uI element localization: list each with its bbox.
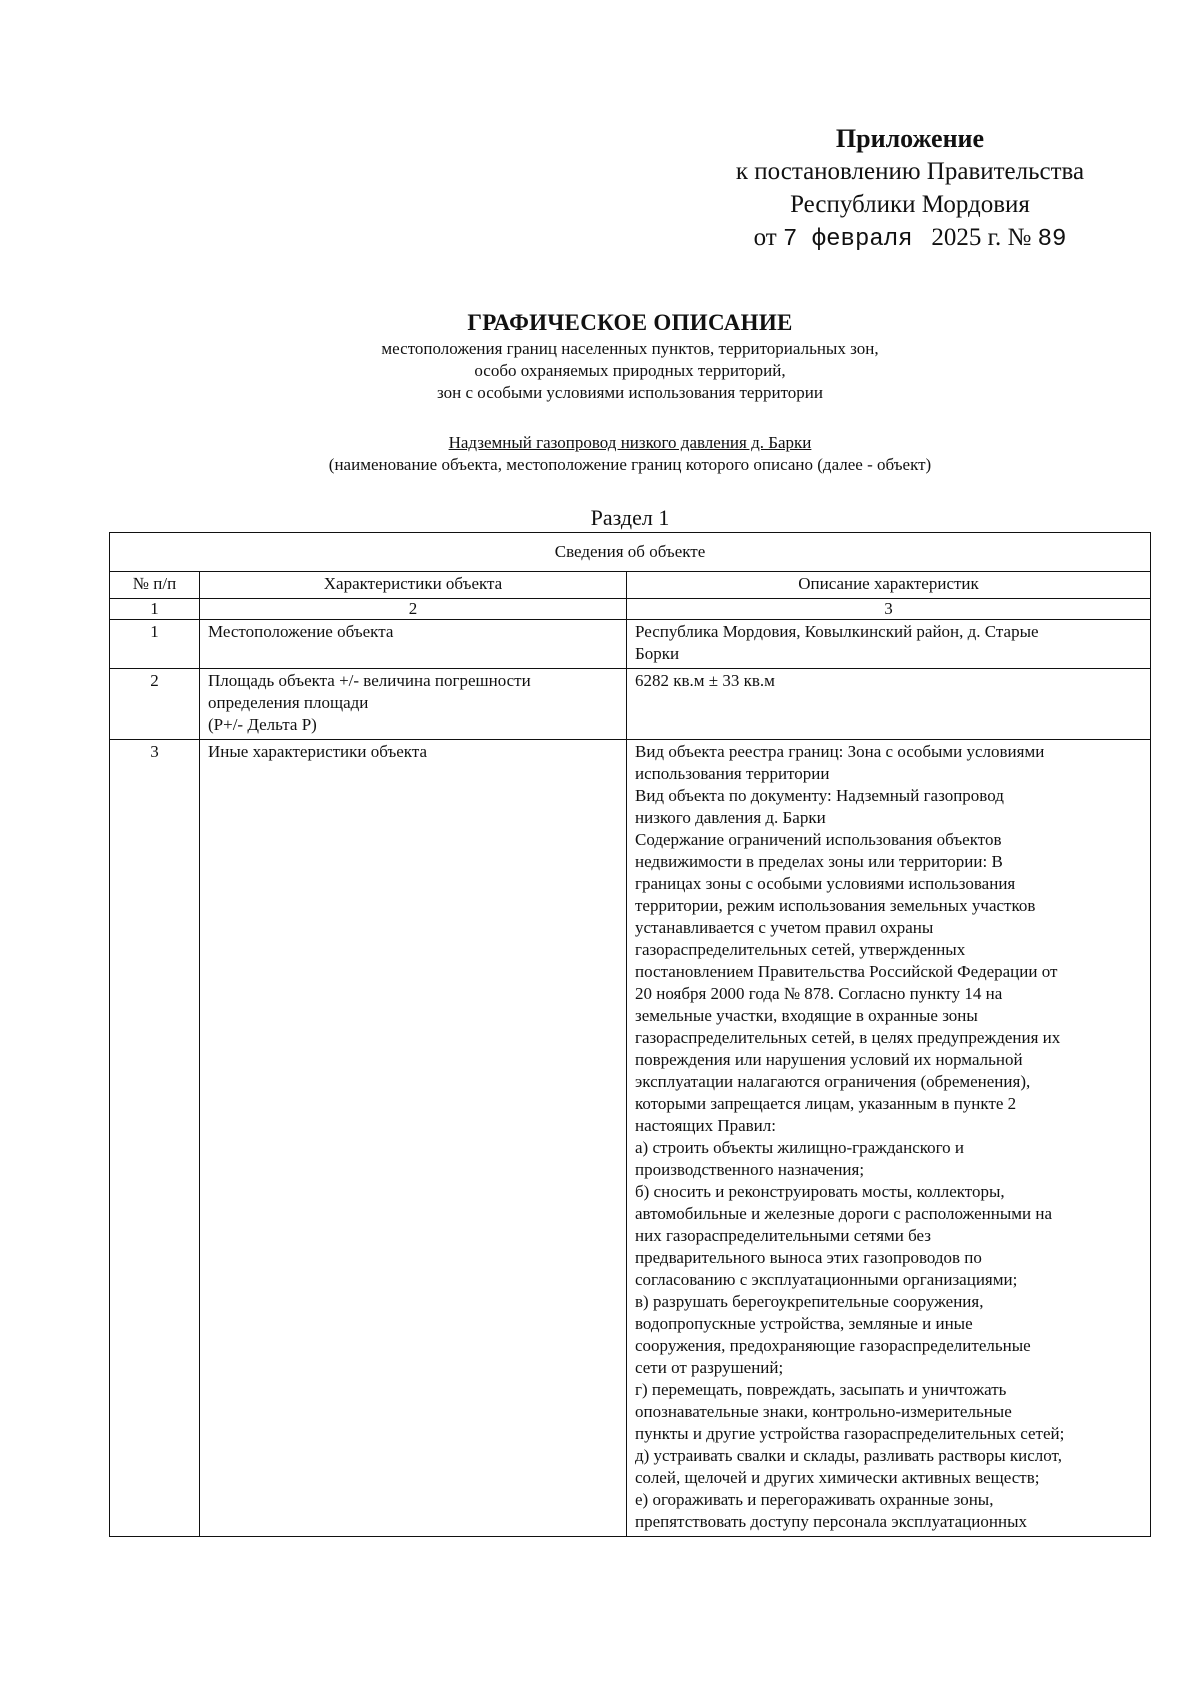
description-line: 20 ноября 2000 года № 878. Согласно пункту 14 на xyxy=(635,984,1003,1003)
appendix-title: Приложение xyxy=(835,124,985,153)
description-line: постановлением Правительства Российской Федерации от xyxy=(635,962,1058,981)
table-header-row xyxy=(110,572,1151,599)
description-line: границах зоны с особыми условиями использования xyxy=(635,874,1016,893)
description-line: эксплуатации налагаются ограничения (обременения), xyxy=(635,1072,1031,1091)
index-cell: 3 xyxy=(627,599,1151,620)
object-name-caption: (наименование объекта, местоположение границ которого описано (далее - объект) xyxy=(328,455,932,474)
description-line: устанавливается с учетом правил охраны xyxy=(635,918,934,937)
description-line: Республика Мордовия, Ковылкинский район, д. Старые xyxy=(635,622,1039,641)
description-line: е) огораживать и перегораживать охранные зоны, xyxy=(635,1490,994,1509)
object-name-block xyxy=(0,432,1200,476)
document-heading xyxy=(0,308,1200,404)
description-line: Содержание ограничений использования объектов xyxy=(635,830,1002,849)
description-line: которыми запрещается лицам, указанным в пункте 2 xyxy=(635,1094,1017,1113)
description-line: пункты и другие устройства газораспределительных сетей; xyxy=(635,1424,1065,1443)
row-characteristic: Иные характеристики объекта xyxy=(200,740,627,1537)
description-line: территории, режим использования земельных участков xyxy=(635,896,1036,915)
characteristic-line: Площадь объекта +/- величина погрешности xyxy=(208,671,531,690)
description-line: г) перемещать, повреждать, засыпать и уничтожать xyxy=(635,1380,1007,1399)
index-cell: 2 xyxy=(200,599,627,620)
description-line: повреждения или нарушения условий их нормальной xyxy=(635,1050,1023,1069)
description-line: Вид объекта реестра границ: Зона с особыми условиями xyxy=(635,742,1045,761)
row-number: 3 xyxy=(110,740,200,1537)
description-line: недвижимости в пределах зоны или территории: В xyxy=(635,852,1003,871)
description-line: них газораспределительными сетями без xyxy=(635,1226,932,1245)
description-line: сети от разрушений; xyxy=(635,1358,784,1377)
date-prefix: от xyxy=(753,224,777,251)
appendix-line-1: к постановлению Правительства xyxy=(735,158,1085,185)
description-line: Вид объекта по документу: Надземный газопровод xyxy=(635,786,1004,805)
date-year: 2025 г. № xyxy=(931,224,1032,251)
description-line: б) сносить и реконструировать мосты, коллекторы, xyxy=(635,1182,1005,1201)
table-index-row xyxy=(110,599,1151,620)
description-line: сооружения, предохраняющие газораспределительные xyxy=(635,1336,1031,1355)
description-line: водопропускные устройства, земляные и иные xyxy=(635,1314,973,1333)
row-characteristic: Местоположение объекта xyxy=(200,620,627,669)
description-line: земельные участки, входящие в охранные зоны xyxy=(635,1006,978,1025)
description-line: использования территории xyxy=(635,764,830,783)
table-caption: Сведения об объекте xyxy=(110,533,1151,572)
object-name: Надземный газопровод низкого давления д. Барки xyxy=(448,433,812,452)
appendix-header xyxy=(700,122,1120,256)
date-day-month: 7 февраля xyxy=(782,226,913,253)
document-subtitle-line-1: местоположения границ населенных пунктов, территориальных зон, xyxy=(381,339,879,358)
table-row xyxy=(110,740,1151,1537)
description-line: опознавательные знаки, контрольно-измерительные xyxy=(635,1402,1012,1421)
row-number: 1 xyxy=(110,620,200,669)
characteristic-line: (P+/- Дельта P) xyxy=(208,715,317,734)
description-line: солей, щелочей и других химически активных веществ; xyxy=(635,1468,1040,1487)
description-line: низкого давления д. Барки xyxy=(635,808,826,827)
row-description xyxy=(627,620,1151,669)
object-info-table xyxy=(109,532,1151,1537)
table-caption-row xyxy=(110,533,1151,572)
appendix-date-line xyxy=(700,221,1120,256)
document-subtitle-line-3: зон с особыми условиями использования территории xyxy=(437,383,823,402)
header-characteristic: Характеристики объекта xyxy=(200,572,627,599)
section-label: Раздел 1 xyxy=(590,505,670,530)
description-line: препятствовать доступу персонала эксплуатационных xyxy=(635,1512,1027,1531)
row-description xyxy=(627,740,1151,1537)
description-line: настоящих Правил: xyxy=(635,1116,776,1135)
document-number: 89 xyxy=(1037,226,1067,253)
description-line: согласованию с эксплуатационными организациями; xyxy=(635,1270,1018,1289)
header-description: Описание характеристик xyxy=(627,572,1151,599)
document-title: ГРАФИЧЕСКОЕ ОПИСАНИЕ xyxy=(467,310,793,335)
document-subtitle-line-2: особо охраняемых природных территорий, xyxy=(474,361,786,380)
row-description xyxy=(627,669,1151,740)
row-characteristic xyxy=(200,669,627,740)
description-line: а) строить объекты жилищно-гражданского и xyxy=(635,1138,965,1157)
description-line: 6282 кв.м ± 33 кв.м xyxy=(635,671,775,690)
appendix-line-2: Республики Мордовия xyxy=(790,191,1030,218)
header-number: № п/п xyxy=(110,572,200,599)
description-line: Борки xyxy=(635,644,680,663)
description-line: автомобильные и железные дороги с расположенными на xyxy=(635,1204,1052,1223)
table-row xyxy=(110,620,1151,669)
description-line: в) разрушать берегоукрепительные сооружения, xyxy=(635,1292,984,1311)
characteristic-line: определения площади xyxy=(208,693,369,712)
row-number: 2 xyxy=(110,669,200,740)
description-line: производственного назначения; xyxy=(635,1160,865,1179)
description-line: предварительного выноса этих газопроводов по xyxy=(635,1248,982,1267)
table-row xyxy=(110,669,1151,740)
index-cell: 1 xyxy=(110,599,200,620)
description-line: газораспределительных сетей, в целях предупреждения их xyxy=(635,1028,1061,1047)
description-line: газораспределительных сетей, утвержденных xyxy=(635,940,966,959)
description-line: д) устраивать свалки и склады, разливать растворы кислот, xyxy=(635,1446,1062,1465)
